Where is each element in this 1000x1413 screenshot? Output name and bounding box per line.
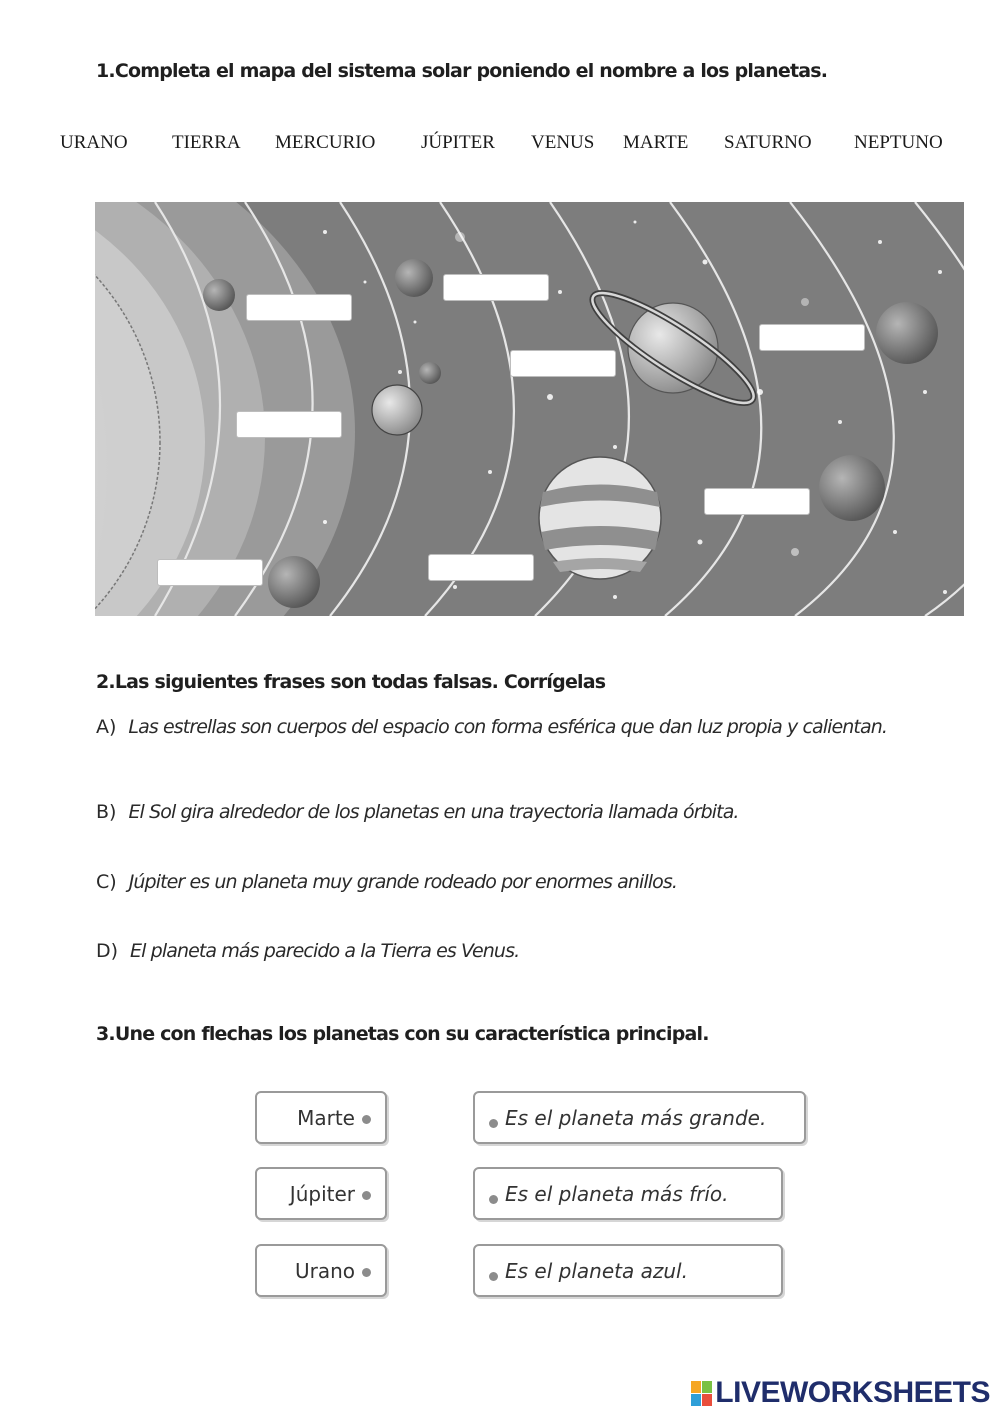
match-description-largest[interactable] bbox=[473, 1091, 806, 1144]
word-bank-item: TIERRA bbox=[172, 132, 241, 153]
word-bank-item: VENUS bbox=[531, 132, 595, 153]
sentence-letter: A) bbox=[96, 716, 117, 738]
word-bank-item: MERCURIO bbox=[275, 132, 376, 153]
word-bank-item: URANO bbox=[60, 132, 128, 153]
planet-name-answer-box[interactable] bbox=[510, 350, 616, 377]
false-sentence bbox=[96, 716, 887, 738]
solar-system-illustration bbox=[95, 202, 964, 616]
planet-name-answer-box[interactable] bbox=[759, 324, 865, 351]
mercury-planet bbox=[203, 279, 235, 311]
sentence-letter: B) bbox=[96, 801, 117, 823]
logo-square bbox=[691, 1394, 701, 1406]
match-planet-label: Marte bbox=[297, 1106, 355, 1130]
sentence-letter: C) bbox=[96, 871, 117, 893]
venus-planet bbox=[268, 556, 320, 608]
match-description-blue[interactable] bbox=[473, 1244, 783, 1297]
match-connector-dot[interactable] bbox=[489, 1195, 498, 1204]
sentence-letter: D) bbox=[96, 940, 119, 962]
planet-name-answer-box[interactable] bbox=[704, 488, 810, 515]
mars-planet bbox=[419, 362, 441, 384]
planet-name-answer-box[interactable] bbox=[157, 559, 263, 586]
jupiter-planet bbox=[539, 457, 661, 579]
sentence-text: Las estrellas son cuerpos del espacio con forma esférica que dan luz propia y calientan. bbox=[128, 716, 887, 738]
planet-small bbox=[395, 259, 433, 297]
false-sentence bbox=[96, 940, 519, 962]
uranus-planet bbox=[876, 302, 938, 364]
logo-square bbox=[702, 1394, 712, 1406]
match-description-coldest[interactable] bbox=[473, 1167, 783, 1220]
planet-name-answer-box[interactable] bbox=[236, 411, 342, 438]
false-sentence bbox=[96, 801, 739, 823]
liveworksheets-logo bbox=[691, 1376, 990, 1410]
word-bank-item: JÚPITER bbox=[421, 132, 495, 153]
match-connector-dot[interactable] bbox=[489, 1119, 498, 1128]
match-description-label: Es el planeta azul. bbox=[505, 1259, 688, 1283]
match-planet-label: Júpiter bbox=[289, 1182, 355, 1206]
match-connector-dot[interactable] bbox=[362, 1115, 371, 1124]
match-planet-marte[interactable] bbox=[255, 1091, 387, 1144]
neptune-planet bbox=[819, 455, 885, 521]
sentence-text: El Sol gira alrededor de los planetas en una trayectoria llamada órbita. bbox=[128, 801, 739, 823]
planet-name-answer-box[interactable] bbox=[246, 294, 352, 321]
word-bank-item: MARTE bbox=[623, 132, 689, 153]
liveworksheets-logo-icon bbox=[691, 1381, 712, 1406]
match-description-label: Es el planeta más frío. bbox=[505, 1182, 729, 1206]
word-bank-item: NEPTUNO bbox=[854, 132, 943, 153]
match-description-label: Es el planeta más grande. bbox=[505, 1106, 767, 1130]
match-planet-jupiter[interactable] bbox=[255, 1167, 387, 1220]
earth-planet bbox=[372, 385, 422, 435]
planet-name-answer-box[interactable] bbox=[443, 274, 549, 301]
logo-square bbox=[702, 1381, 712, 1393]
brand-name: LIVEWORKSHEETS bbox=[715, 1376, 990, 1409]
match-connector-dot[interactable] bbox=[362, 1268, 371, 1277]
section1-heading: 1.Completa el mapa del sistema solar poniendo el nombre a los planetas. bbox=[96, 60, 828, 82]
sentence-text: El planeta más parecido a la Tierra es Venus. bbox=[130, 940, 520, 962]
section2-heading: 2.Las siguientes frases son todas falsas. Corrígelas bbox=[96, 671, 606, 693]
sentence-text: Júpiter es un planeta muy grande rodeado por enormes anillos. bbox=[128, 871, 678, 893]
match-connector-dot[interactable] bbox=[489, 1272, 498, 1281]
match-planet-urano[interactable] bbox=[255, 1244, 387, 1297]
match-connector-dot[interactable] bbox=[362, 1191, 371, 1200]
word-bank-item: SATURNO bbox=[724, 132, 812, 153]
section3-heading: 3.Une con flechas los planetas con su característica principal. bbox=[96, 1023, 709, 1045]
logo-square bbox=[691, 1381, 701, 1393]
planet-name-answer-box[interactable] bbox=[428, 554, 534, 581]
match-planet-label: Urano bbox=[294, 1259, 355, 1283]
false-sentence bbox=[96, 871, 677, 893]
